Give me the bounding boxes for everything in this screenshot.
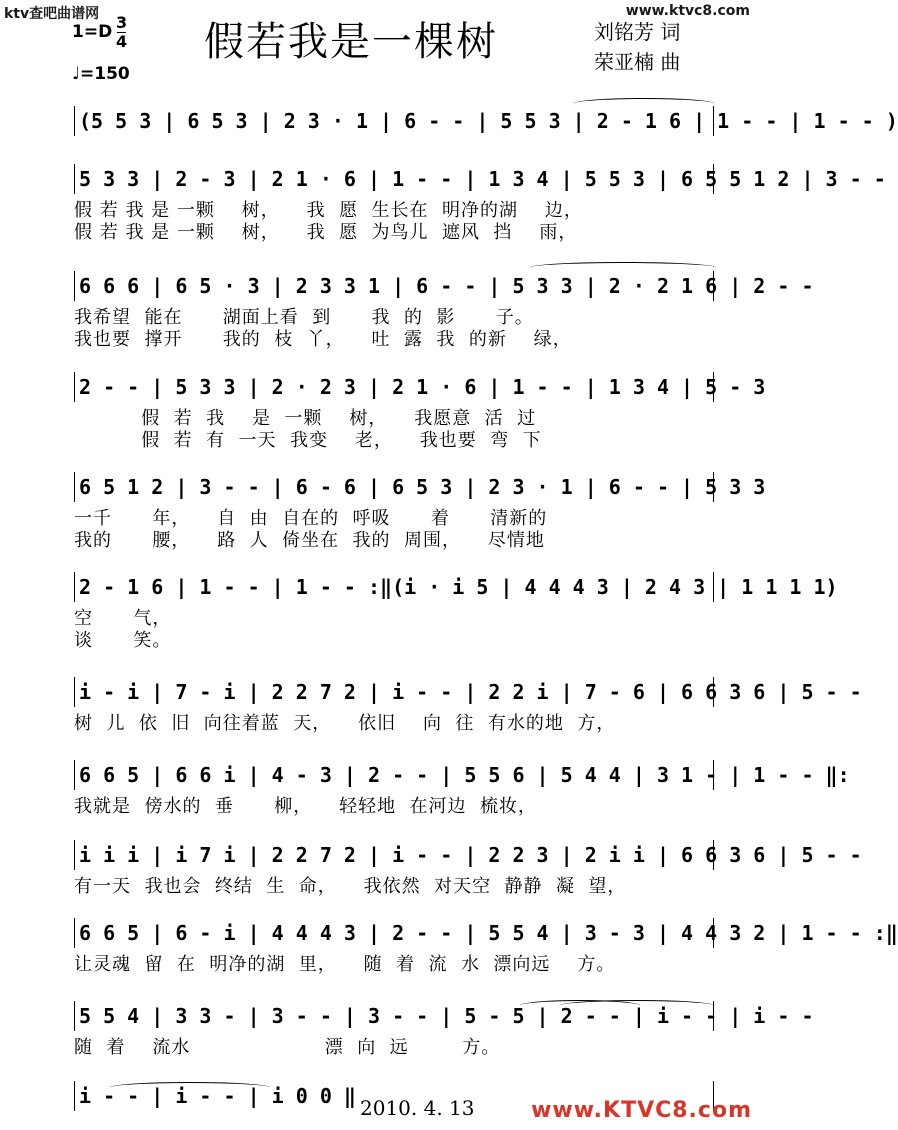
lyric-line: 假 若 有 一天 我变 老， 我也要 弯 下 (74, 430, 542, 451)
notation-line: (5 5 3 | 6 5 3 | 2 3 · 1 | 6 - - | 5 5 3 | 2 - 1 6 | 1 - - | 1 - - ) (74, 106, 714, 136)
lyric-line: 随 着 流水 漂 向 远 方。 (74, 1037, 501, 1058)
notation-line: 6 6 5 | 6 - i | 4 4 4 3 | 2 - - | 5 5 4 | 3 - 3 | 4 4 3 2 | 1 - - :‖ (74, 918, 714, 948)
watermark-top-right: www.ktvc8.com (625, 3, 750, 19)
notation-line: i - i | 7 - i | 2 2 7 2 | i - - | 2 2 i | 7 - 6 | 6 6 3 6 | 5 - - (74, 677, 714, 707)
meter-bottom: 4 (116, 32, 128, 51)
key-signature: 1=D (72, 22, 113, 42)
lyric-line: 树 儿 依 旧 向往着蓝 天， 依旧 向 往 有水的地 方， (74, 713, 616, 734)
notation-line: 5 3 3 | 2 - 3 | 2 1 · 6 | 1 - - | 1 3 4 | 5 5 3 | 6 5 5 1 2 | 3 - - (74, 164, 714, 194)
composer-credit: 荣亚楠 曲 (594, 50, 681, 74)
slur-mark (110, 1082, 270, 1093)
notation-line: i i i | i 7 i | 2 2 7 2 | i - - | 2 2 3 | 2 i i | 6 6 3 6 | 5 - - (74, 840, 714, 870)
song-title: 假若我是一棵树 (204, 19, 498, 65)
lyric-line: 假 若 我 是 一颗 树， 我 愿 生长在 明净的湖 边， (74, 200, 583, 221)
lyric-line: 我也要 撑开 我的 枝 丫， 吐 露 我 的新 绿， (74, 329, 572, 350)
lyric-line: 我希望 能在 湖面上看 到 我 的 影 子。 (74, 307, 534, 328)
lyric-line: 我的 腰， 路 人 倚坐在 我的 周围， 尽情地 (74, 530, 545, 551)
lyric-line: 空 气， (74, 608, 172, 629)
notation-line: 6 6 6 | 6 5 · 3 | 2 3 3 1 | 6 - - | 5 3 3 | 2 · 2 1 6 | 2 - - (74, 271, 714, 301)
notation-line: 2 - - | 5 3 3 | 2 · 2 3 | 2 1 · 6 | 1 - - | 1 3 4 | 5 - 3 (74, 372, 714, 402)
lyric-line: 一千 年， 自 由 自在的 呼吸 着 清新的 (74, 508, 548, 529)
lyric-line: 假 若 我 是 一颗 树， 我愿意 活 过 (74, 408, 537, 429)
lyric-line: 有一天 我也会 终结 生 命， 我依然 对天空 静静 凝 望， (74, 876, 627, 897)
lyric-line: 假 若 我 是 一颗 树， 我 愿 为鸟儿 遮风 挡 雨， (74, 222, 578, 243)
notation-line: 6 5 1 2 | 3 - - | 6 - 6 | 6 5 3 | 2 3 · 1 | 6 - - | 5 3 3 (74, 472, 714, 502)
score-date: 2010. 4. 13 (360, 1096, 475, 1120)
watermark-bottom-right: www.KTVC8.com (531, 1098, 752, 1123)
watermark-top-left: ktv查吧曲谱网 (4, 6, 100, 22)
time-signature (116, 14, 127, 51)
notation-line: i - - | i - - | i 0 0 ‖ (74, 1081, 714, 1111)
lyric-line: 我就是 傍水的 垂 柳， 轻轻地 在河边 梳妆， (74, 796, 537, 817)
lyricist-credit: 刘铭芳 词 (594, 20, 681, 44)
notation-line: 6 6 5 | 6 6 i | 4 - 3 | 2 - - | 5 5 6 | 5 4 4 | 3 1 - | 1 - - ‖: (74, 760, 714, 790)
notation-line: 5 5 4 | 3 3 - | 3 - - | 3 - - | 5 - 5 | 2 - - | i - - | i - - (74, 1001, 714, 1031)
notation-line: 2 - 1 6 | 1 - - | 1 - - :‖(i · i 5 | 4 4 4 3 | 2 4 3 | 1 1 1 1) (74, 572, 714, 602)
lyric-line: 谈 笑。 (74, 630, 172, 651)
tempo-marking: ♩=150 (72, 64, 130, 84)
slur-mark (530, 262, 716, 273)
meter-top: 3 (116, 13, 128, 32)
slur-mark (560, 1000, 714, 1011)
slur-mark (574, 98, 714, 109)
lyric-line: 让灵魂 留 在 明净的湖 里， 随 着 流 水 漂向远 方。 (74, 954, 616, 975)
